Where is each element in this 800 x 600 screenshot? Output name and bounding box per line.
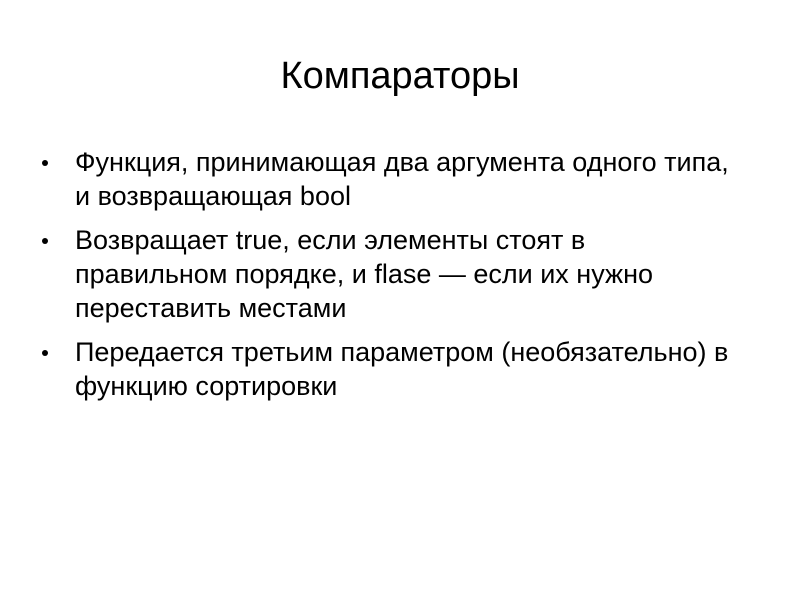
slide-title: Компараторы	[280, 55, 520, 97]
bullet-item	[40, 145, 730, 213]
bullet-dot-icon	[42, 160, 48, 166]
bullet-item	[40, 223, 730, 325]
bullet-text: Функция, принимающая два аргумента одного типа, и возвращающая bool	[75, 147, 729, 211]
bullet-dot-icon	[42, 238, 48, 244]
bullet-dot-icon	[42, 350, 48, 356]
bullet-list	[40, 145, 730, 413]
bullet-text: Передается третьим параметром (необязательно) в функцию сортировки	[75, 337, 729, 401]
bullet-item	[40, 335, 730, 403]
bullet-text: Возвращает true, если элементы стоят в правильном порядке, и flase — если их нужно переставить местами	[75, 225, 654, 323]
